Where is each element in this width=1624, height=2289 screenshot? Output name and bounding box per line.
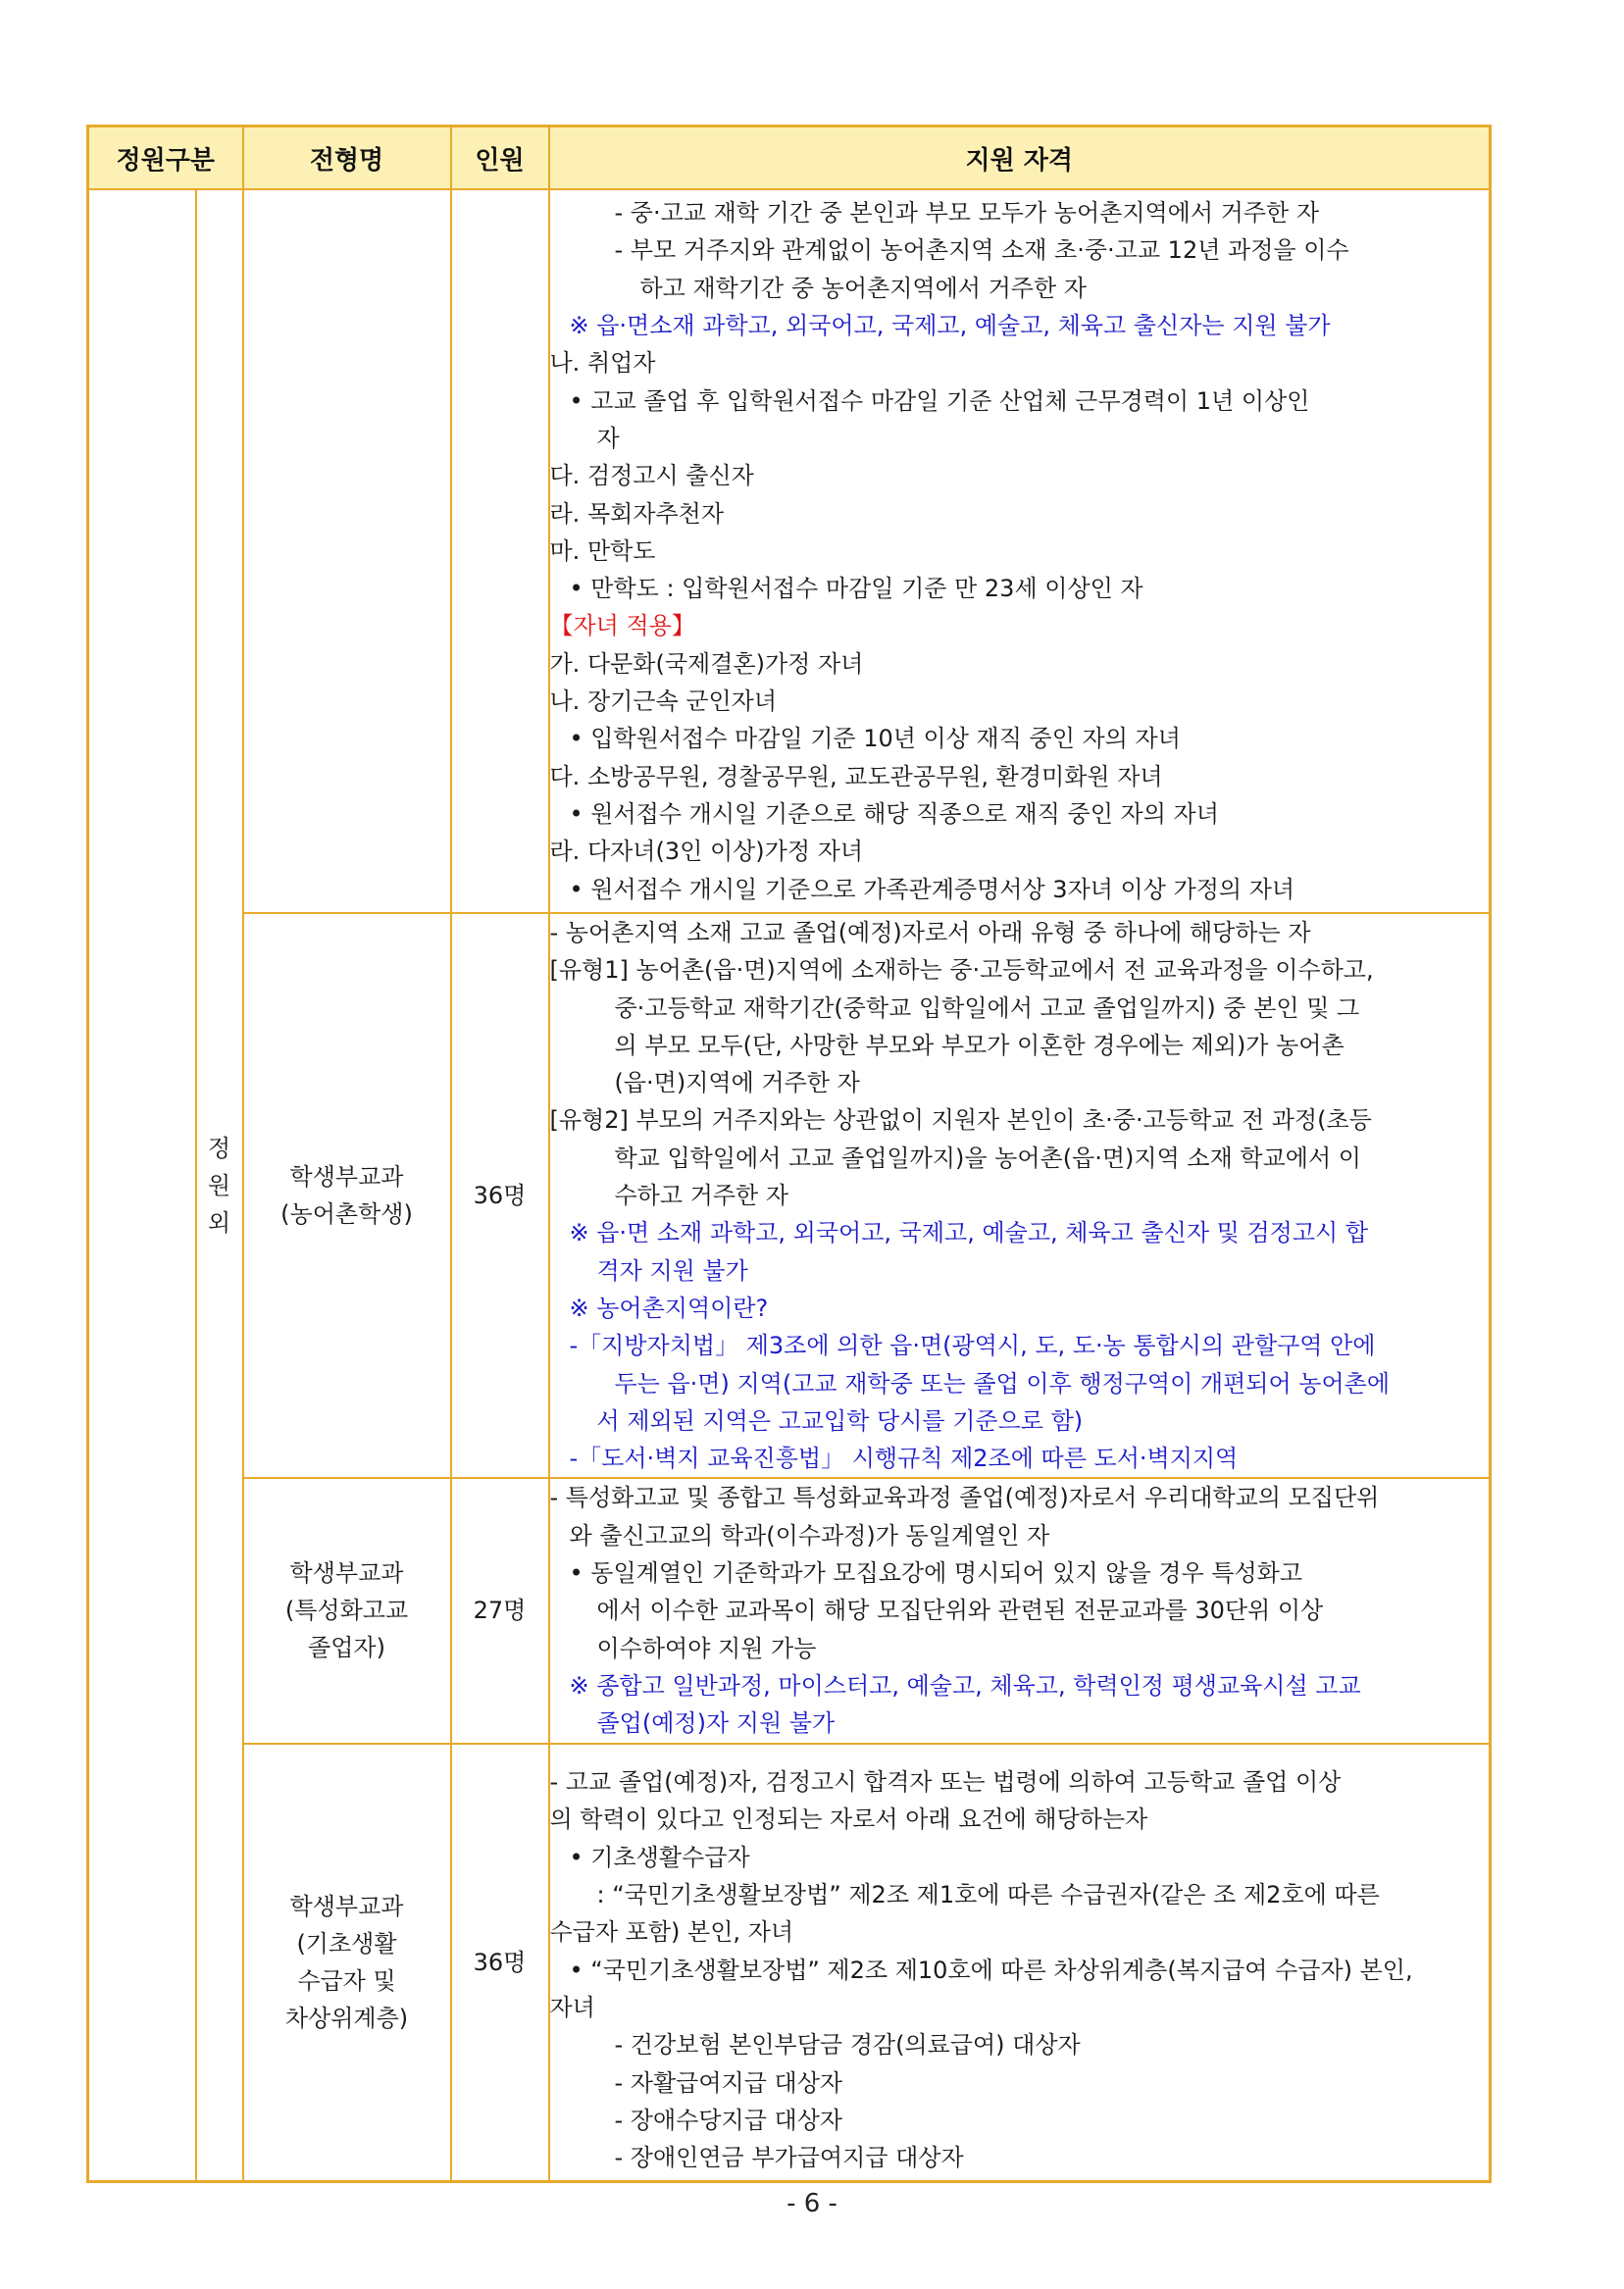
admission-name-low-income: 학생부교과 (기초생활 수급자 및 차상위계층) [243, 1744, 451, 2182]
eligibility-cell: - 농어촌지역 소재 고교 졸업(예정)자로서 아래 유형 중 하나에 해당하는 자 [유형1] 농어촌(읍·면)지역에 소재하는 중·고등학교에서 전 교육과정을 이수하고, 중·고등학교 재학기간(중학교 입학일에서 고교 졸업일까지) 중 본인 및 그 의 부모 모두(단, 사망한 부모와 부모가 이혼한 경우에는 제외)가 농어촌 (읍·면)지역에 거주한 자 [유형2] 부모의 거주지와는 상관없이 지원자 본인이 초·중·고등학교 전 과정(초등 학교 입학일에서 고교 졸업일까지)을 농어촌(읍·면)지역 소재 학교에서 이 수하고 거주한 자 ※ 읍·면 소재 과학고, 외국어고, 국제고, 예술고, 체육고 출신자 및 검정고시 합 격자 지원 불가 ※ 농어촌지역이란? -「지방자치법」 제3조에 의한 읍·면(광역시, 도, 도·농 통합시의 관할구역 안에 두는 읍·면) 지역(고교 재학중 또는 졸업 이후 행정구역이 개편되어 농어촌에 서 제외된 지역은 고교입학 당시를 기준으로 함) -「도서·벽지 교육진흥법」 시행규칙 제2조에 따른 도서·벽지지역 [549, 913, 1491, 1478]
header-quota-type: 정원구분 [88, 127, 243, 190]
count-low-income: 36명 [451, 1744, 549, 2182]
eligibility-cell: - 고교 졸업(예정)자, 검정고시 합격자 또는 법령에 의하여 고등학교 졸업 이상 의 학력이 있다고 인정되는 자로서 아래 요건에 해당하는자 • 기초생활수급자 : “국민기초생활보장법” 제2조 제1호에 따른 수급권자(같은 조 제2호에 따른 수급자 포함) 본인, 자녀 • “국민기초생활보장법” 제2조 제10호에 따른 차상위계층(복지급여 수급자) 본인, 자녀 - 건강보험 본인부담금 경감(의료급여) 대상자 - 자활급여지급 대상자 - 장애수당지급 대상자 - 장애인연금 부가급여지급 대상자 [549, 1744, 1491, 2182]
header-admission-name: 전형명 [243, 127, 451, 190]
admission-name-rural: 학생부교과 (농어촌학생) [243, 913, 451, 1478]
eligibility-cell: - 중·고교 재학 기간 중 본인과 부모 모두가 농어촌지역에서 거주한 자 - 부모 거주지와 관계없이 농어촌지역 소재 초·중·고교 12년 과정을 이수 하고 재학기간 중 농어촌지역에서 거주한 자 ※ 읍·면소재 과학고, 외국어고, 국제고, 예술고, 체육고 출신자는 지원 불가 나. 취업자 • 고교 졸업 후 입학원서접수 마감일 기준 산업체 근무경력이 1년 이상인 자 다. 검정고시 출신자 라. 목회자추천자 마. 만학도 • 만학도 : 입학원서접수 마감일 기준 만 23세 이상인 자 【자녀 적용】 가. 다문화(국제결혼)가정 자녀 나. 장기근속 군인자녀 • 입학원서접수 마감일 기준 10년 이상 재직 중인 자의 자녀 다. 소방공무원, 경찰공무원, 교도관공무원, 환경미화원 자녀 • 원서접수 개시일 기준으로 해당 직종으로 재직 중인 자의 자녀 라. 다자녀(3인 이상)가정 자녀 • 원서접수 개시일 기준으로 가족관계증명서상 3자녀 이상 가정의 자녀 [549, 189, 1491, 913]
table-row [88, 189, 1491, 913]
admission-table [86, 125, 1492, 2183]
admission-name-empty [243, 189, 451, 913]
table-row [88, 913, 1491, 1478]
count-empty [451, 189, 549, 913]
table-header-row [88, 127, 1491, 190]
group-label-quota-outside: 정 원 외 [196, 189, 243, 2182]
outer-empty-cell [88, 189, 196, 2182]
eligibility-cell: - 특성화고교 및 종합고 특성화교육과정 졸업(예정)자로서 우리대학교의 모집단위 와 출신고교의 학과(이수과정)가 동일계열인 자 • 동일계열인 기준학과가 모집요강에 명시되어 있지 않을 경우 특성화고 에서 이수한 교과목이 해당 모집단위와 관련된 전문교과를 30단위 이상 이수하여야 지원 가능 ※ 종합고 일반과정, 마이스터고, 예술고, 체육고, 학력인정 평생교육시설 고교 졸업(예정)자 지원 불가 [549, 1478, 1491, 1743]
header-eligibility: 지원 자격 [549, 127, 1491, 190]
count-rural: 36명 [451, 913, 549, 1478]
header-count: 인원 [451, 127, 549, 190]
admission-name-vocational: 학생부교과 (특성화고교 졸업자) [243, 1478, 451, 1743]
count-vocational: 27명 [451, 1478, 549, 1743]
table-row [88, 1744, 1491, 2182]
page-number: - 6 - [787, 2189, 837, 2218]
table-row [88, 1478, 1491, 1743]
